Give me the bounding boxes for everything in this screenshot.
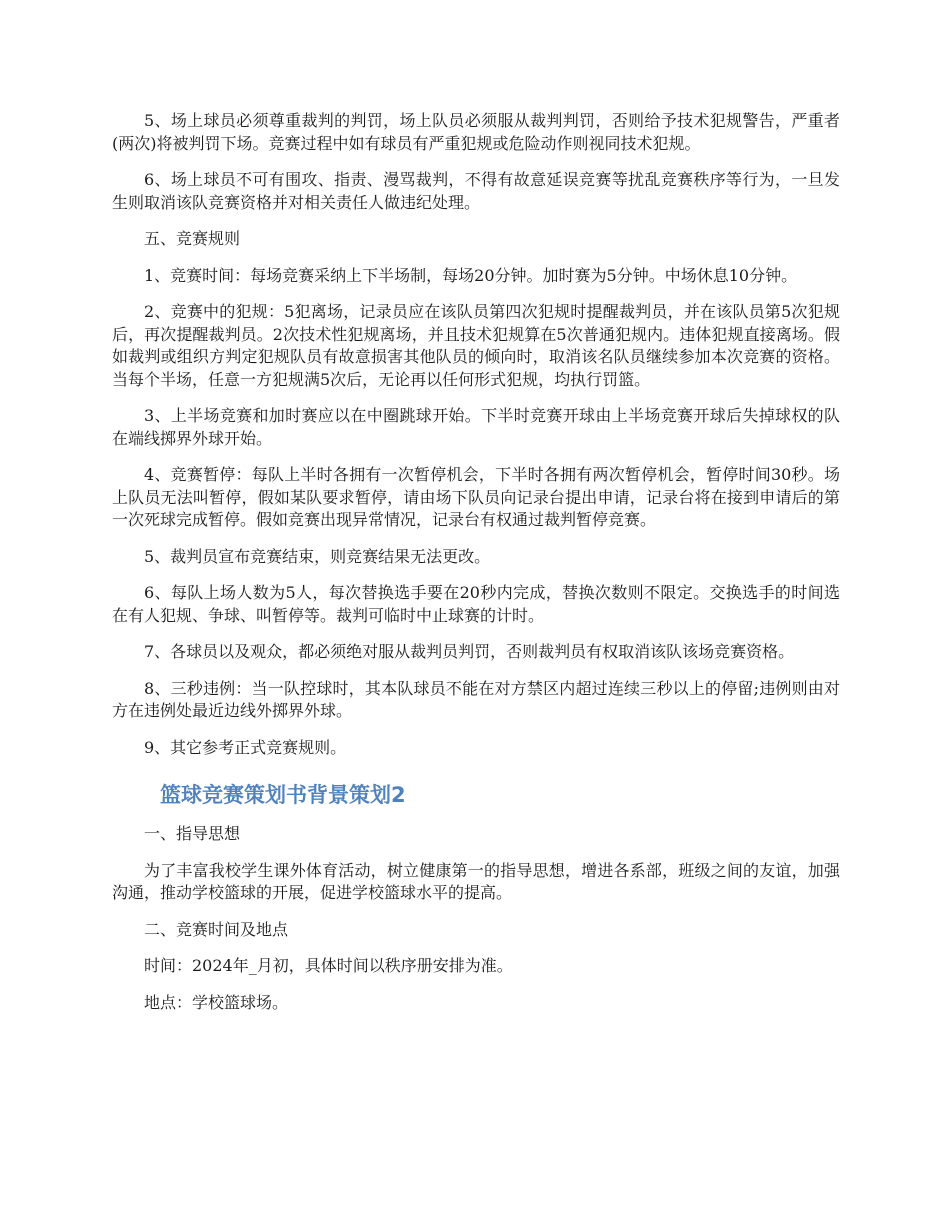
paragraph-fouls: 2、竞赛中的犯规：5犯离场，记录员应在该队员第四次犯规时提醒裁判员，并在该队员第5次犯规后，再次提醒裁判员。2次技术性犯规离场，并且技术犯规算在5次普通犯规内。违体犯规直接离场。假如裁判或组织方判定犯规队员有故意损害其他队员的倾向时，取消该名队员继续参加本次竞赛的资格。当每个半场，任意一方犯规满5次后，无论再以任何形式犯规，均执行罚篮。 (112, 302, 840, 389)
paragraph-competition-time: 1、竞赛时间：每场竞赛采纳上下半场制，每场20分钟。加时赛为5分钟。中场休息10分钟。 (144, 265, 798, 285)
paragraph-purpose: 为了丰富我校学生课外体育活动，树立健康第一的指导思想，增进各系部，班级之间的友谊，加强沟通，推动学校篮球的开展，促进学校篮球水平的提高。 (112, 860, 840, 902)
paragraph-result-final: 5、裁判员宣布竞赛结束，则竞赛结果无法更改。 (144, 546, 491, 566)
section-title-guiding-ideology: 一、指导思想 (144, 824, 241, 843)
paragraph-three-second-violation: 8、三秒违例：当一队控球时，其本队球员不能在对方禁区内超过连续三秒以上的停留;违例则由对方在违例处最近边线外掷界外球。 (112, 678, 840, 720)
paragraph-other-rules: 9、其它参考正式竞赛规则。 (144, 737, 347, 757)
section-title-time-and-place: 二、竞赛时间及地点 (144, 919, 289, 939)
paragraph-rule-6-no-harassment: 6、场上球员不可有围攻、指责、漫骂裁判，不得有故意延误竞赛等扰乱竞赛秩序等行为，一旦发生则取消该队竞赛资格并对相关责任人做违纪处理。 (112, 170, 840, 212)
paragraph-jump-ball: 3、上半场竞赛和加时赛应以在中圈跳球开始。下半时竞赛开球由上半场竞赛开球后失掉球权的队在端线掷界外球开始。 (112, 406, 840, 448)
paragraph-timeouts: 4、竞赛暂停：每队上半时各拥有一次暂停机会，下半时各拥有两次暂停机会，暂停时间30秒。场上队员无法叫暂停，假如某队要求暂停，请由场下队员向记录台提出申请，记录台将在接到申请后的第一次死球完成暂停。假如竞赛出现异常情况，记录台有权通过裁判暂停竞赛。 (112, 465, 840, 529)
paragraph-place: 地点：学校篮球场。 (144, 992, 289, 1012)
section-title-competition-rules: 五、竞赛规则 (144, 229, 241, 248)
section-heading: 篮球竞赛策划书背景策划2 (160, 783, 406, 807)
paragraph-substitutions: 6、每队上场人数为5人，每次替换选手要在20秒内完成，替换次数则不限定。交换选手的时间选在有人犯规、争球、叫暂停等。裁判可临时中止球赛的计时。 (112, 583, 840, 625)
paragraph-obey-referee: 7、各球员以及观众，都必须绝对服从裁判员判罚，否则裁判员有权取消该队该场竞赛资格。 (144, 642, 795, 661)
paragraph-time: 时间：2024年_月初，具体时间以秩序册安排为准。 (144, 956, 513, 975)
document-page (112, 110, 840, 1028)
paragraph-rule-5-respect-referee: 5、场上球员必须尊重裁判的判罚，场上队员必须服从裁判判罚，否则给予技术犯规警告，严重者(两次)将被判罚下场。竞赛过程中如有球员有严重犯规或危险动作则视同技术犯规。 (112, 111, 840, 153)
